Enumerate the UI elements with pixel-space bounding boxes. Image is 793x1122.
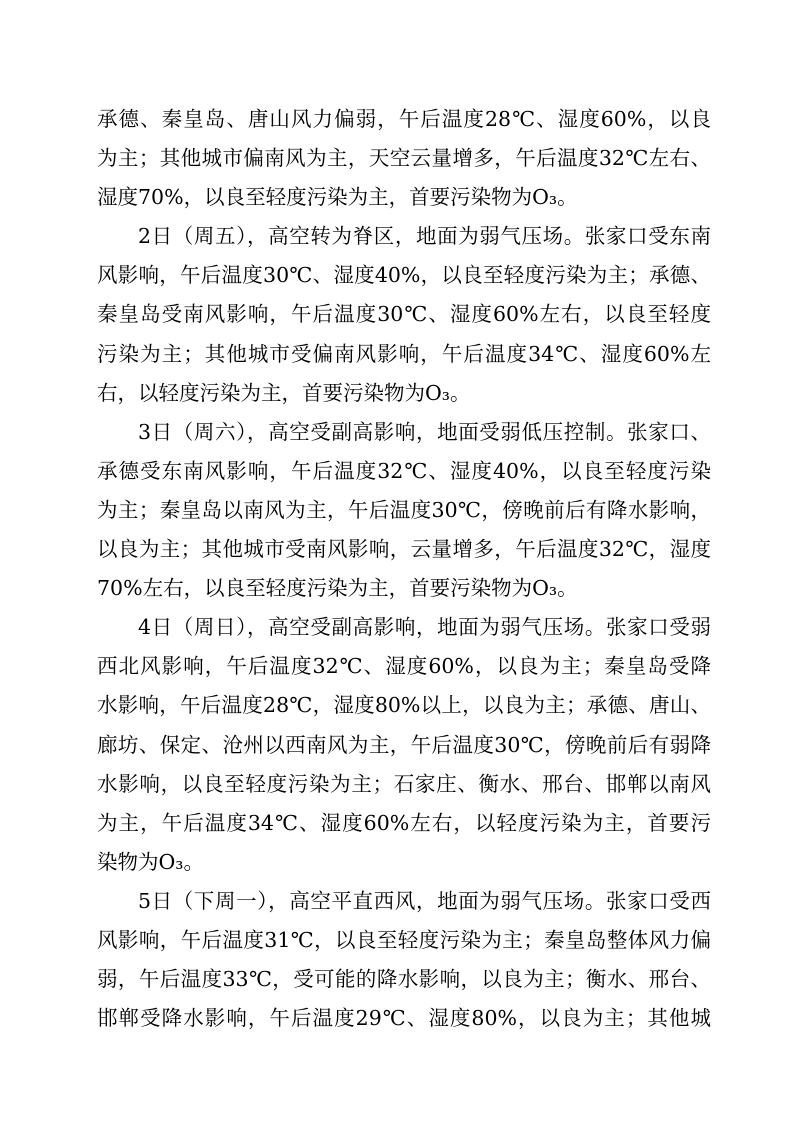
paragraph-1 xyxy=(97,100,711,217)
text-line: 弱，午后温度33℃，受可能的降水影响，以良为主；衡水、邢台、 xyxy=(97,967,711,992)
text-line: 风影响，午后温度30℃、湿度40%，以良至轻度污染为主；承德、 xyxy=(97,263,711,288)
text-line: 承德、秦皇岛、唐山风力偏弱，午后温度28℃、湿度60%，以良 xyxy=(97,107,711,131)
text-line: 湿度70%，以良至轻度污染为主，首要污染物为O₃。 xyxy=(97,185,578,210)
text-line: 水影响，午后温度28℃，湿度80%以上，以良为主；承德、唐山、 xyxy=(97,693,711,718)
paragraph-2 xyxy=(97,217,711,412)
text-line: 2日（周五），高空转为脊区，地面为弱气压场。张家口受东南 xyxy=(138,224,711,249)
text-line: 秦皇岛受南风影响，午后温度30℃、湿度60%左右，以良至轻度 xyxy=(97,302,711,327)
text-line: 右，以轻度污染为主，首要污染物为O₃。 xyxy=(97,380,471,405)
text-line: 4日（周日），高空受副高影响，地面为弱气压场。张家口受弱 xyxy=(138,615,711,640)
text-line: 为主；秦皇岛以南风为主，午后温度30℃，傍晚前后有降水影响， xyxy=(97,497,711,522)
text-line: 3日（周六），高空受副高影响，地面受弱低压控制。张家口、 xyxy=(138,419,711,444)
text-line: 邯郸受降水影响，午后温度29℃、湿度80%，以良为主；其他城 xyxy=(97,1006,711,1031)
paragraph-5 xyxy=(97,882,711,1038)
text-line: 70%左右，以良至轻度污染为主，首要污染物为O₃。 xyxy=(97,576,578,601)
text-line: 染物为O₃。 xyxy=(97,849,205,874)
text-line: 为主，午后温度34℃、湿度60%左右，以轻度污染为主，首要污 xyxy=(97,810,711,835)
paragraph-4 xyxy=(97,608,711,882)
text-line: 污染为主；其他城市受偏南风影响，午后温度34℃、湿度60%左 xyxy=(97,341,711,366)
text-line: 风影响，午后温度31℃，以良至轻度污染为主；秦皇岛整体风力偏 xyxy=(97,927,711,952)
text-line: 承德受东南风影响，午后温度32℃、湿度40%，以良至轻度污染 xyxy=(97,458,711,483)
text-line: 西北风影响，午后温度32℃、湿度60%，以良为主；秦皇岛受降 xyxy=(97,654,711,679)
document-body xyxy=(97,100,711,1038)
text-line: 廊坊、保定、沧州以西南风为主，午后温度30℃，傍晚前后有弱降 xyxy=(97,732,711,757)
text-line: 为主；其他城市偏南风为主，天空云量增多，午后温度32℃左右、 xyxy=(97,146,711,171)
paragraph-3 xyxy=(97,413,711,608)
text-line: 5日（下周一），高空平直西风，地面为弱气压场。张家口受西 xyxy=(138,888,711,913)
text-line: 水影响，以良至轻度污染为主；石家庄、衡水、邢台、邯郸以南风 xyxy=(97,771,711,796)
text-line: 以良为主；其他城市受南风影响，云量增多，午后温度32℃，湿度 xyxy=(97,537,711,562)
